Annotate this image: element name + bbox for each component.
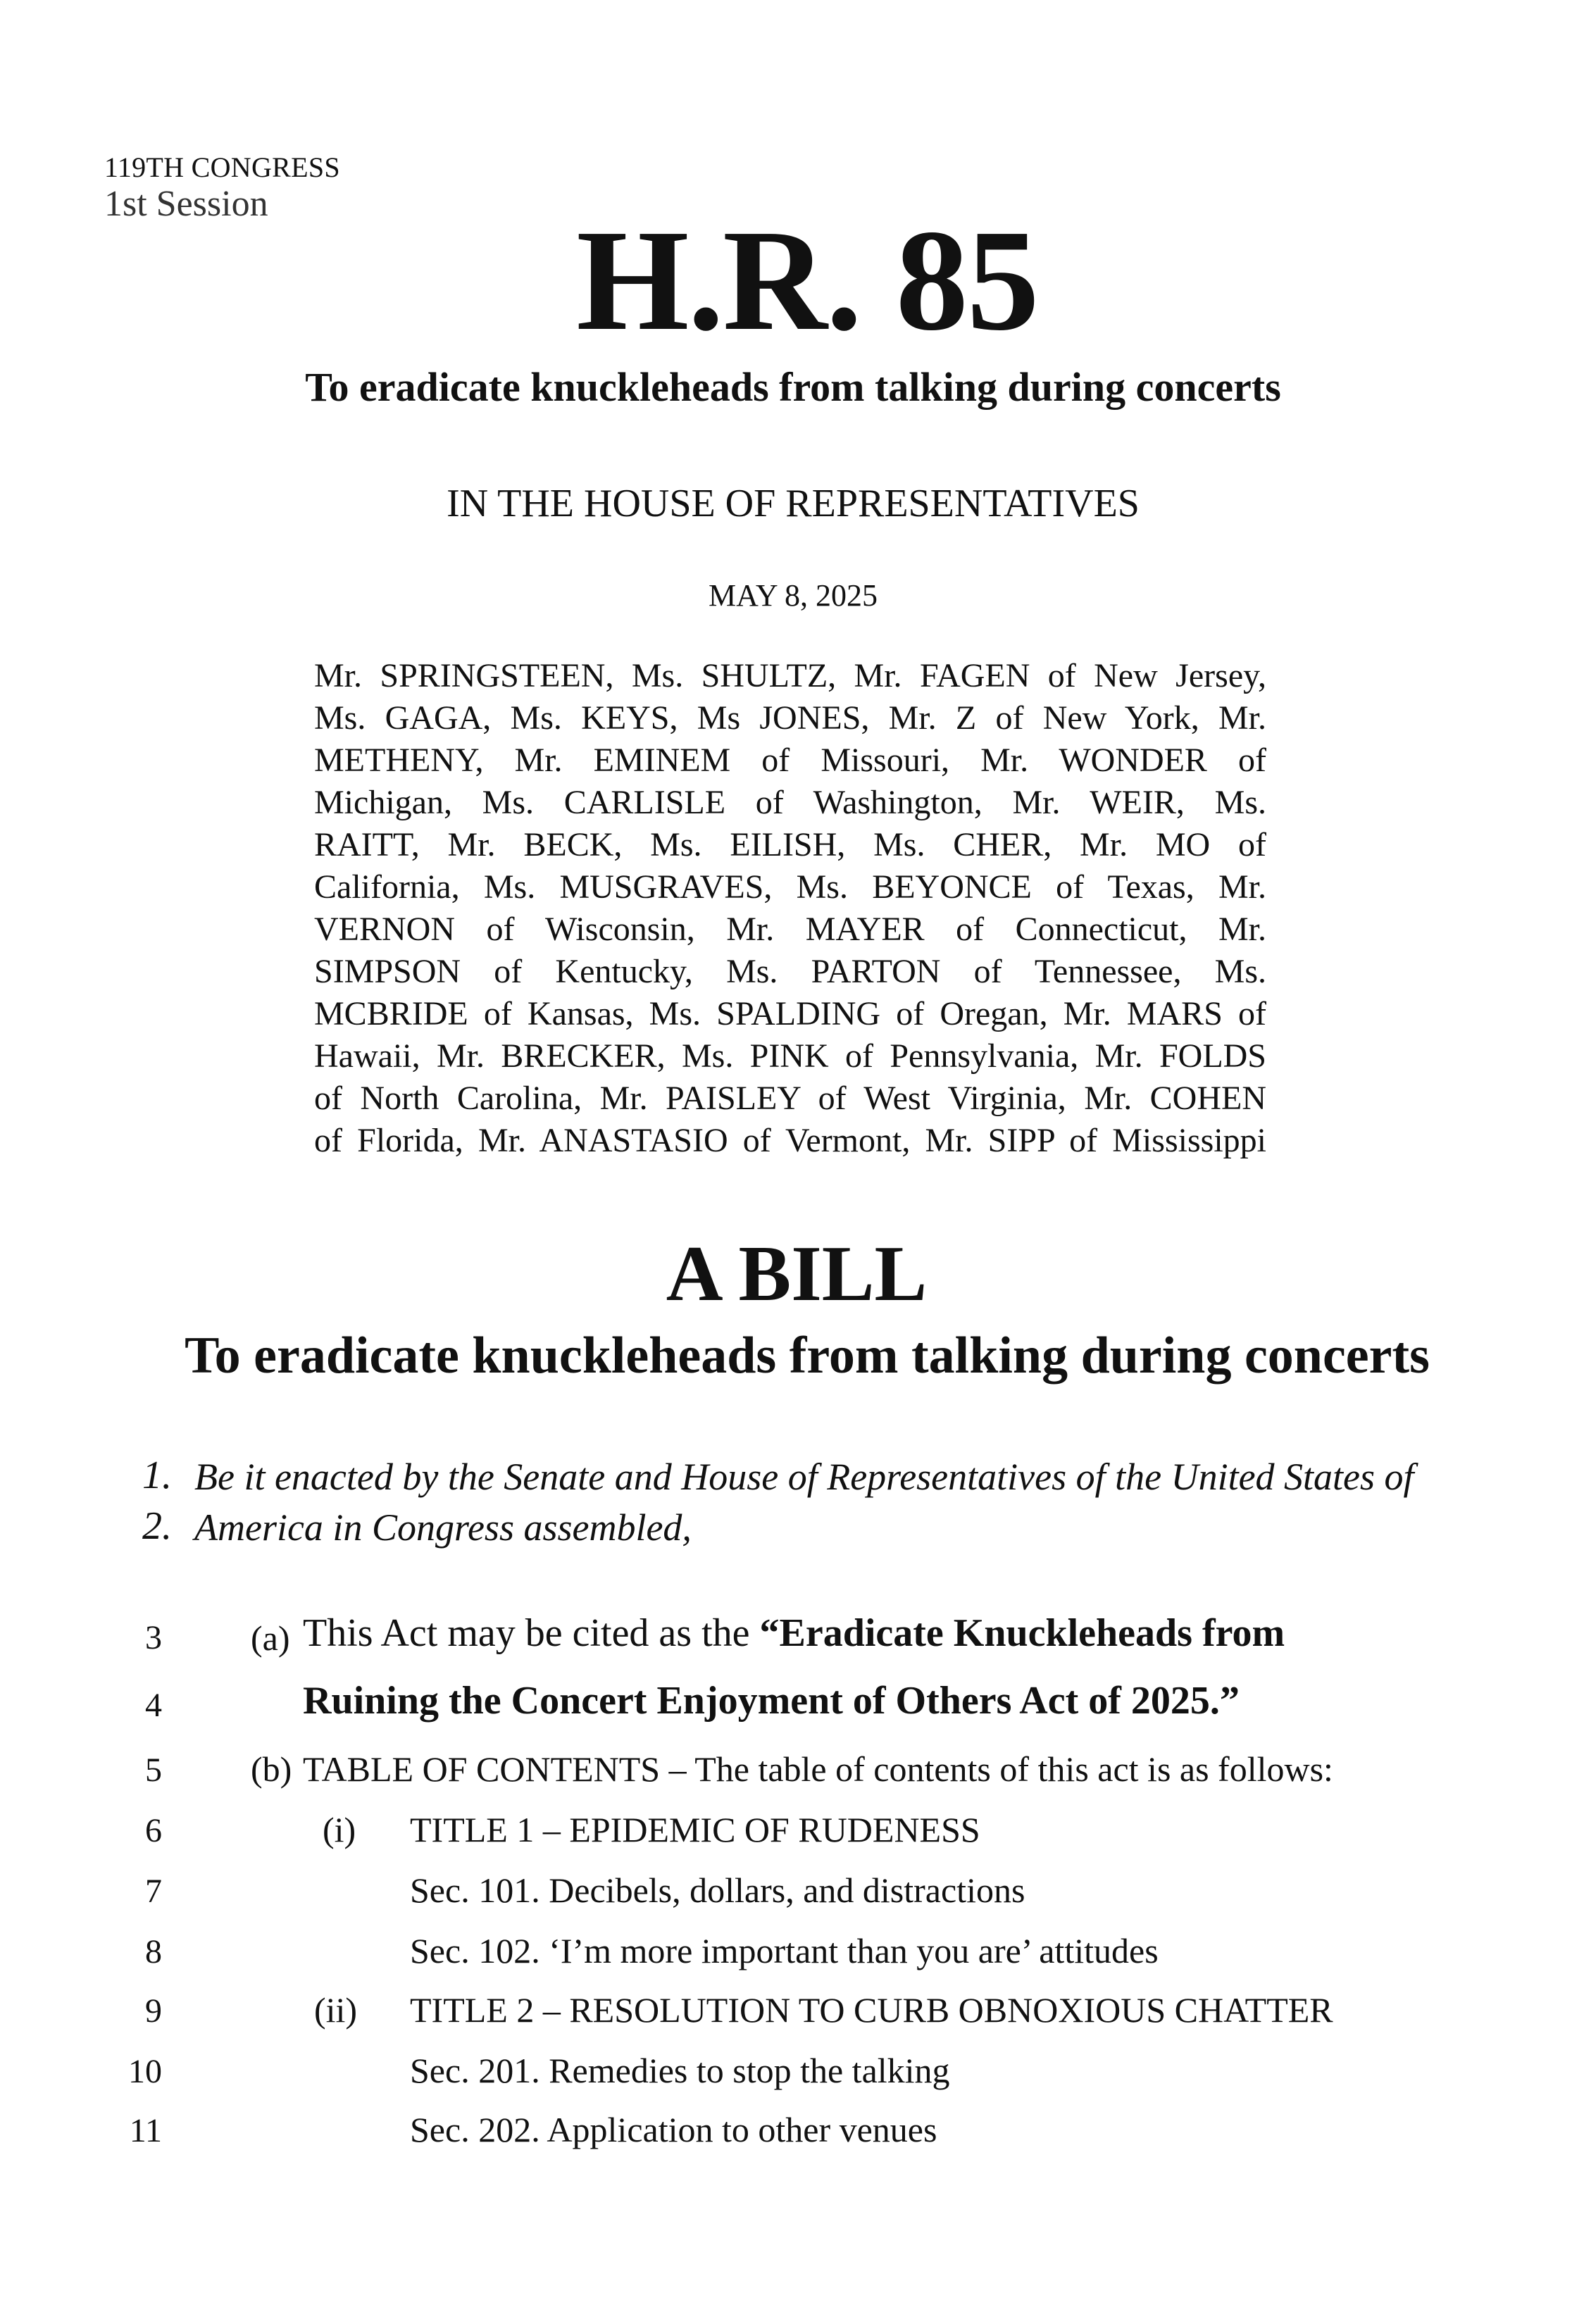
line-number: 7 (145, 1873, 162, 1910)
toc-section-102: Sec. 102. ‘I’m more important than you are’ attitudes (410, 1931, 1159, 1970)
subsection-marker: (a) (251, 1618, 290, 1658)
line-number: 6 (145, 1812, 162, 1849)
line-number: 11 (129, 2112, 162, 2149)
toc-title-1: TITLE 1 – EPIDEMIC OF RUDENESS (410, 1810, 980, 1849)
line-number: 9 (145, 1992, 162, 2030)
sponsor-line: RAITT, Mr. BECK, Ms. EILISH, Ms. CHER, Mr. MO of (314, 826, 1266, 863)
line-number: 5 (145, 1751, 162, 1789)
act-name: “Eradicate Knuckleheads from (759, 1611, 1285, 1655)
line-number: 3 (145, 1619, 162, 1656)
sponsor-line: Hawaii, Mr. BRECKER, Ms. PINK of Pennsylvania, Mr. FOLDS (314, 1037, 1266, 1075)
line-number: 2. (142, 1504, 172, 1548)
sponsor-line: Michigan, Ms. CARLISLE of Washington, Mr. WEIR, Ms. (314, 784, 1266, 821)
sponsor-line: MCBRIDE of Kansas, Ms. SPALDING of Oregan, Mr. MARS of (314, 995, 1266, 1032)
toc-intro: TABLE OF CONTENTS – The table of contents of this act is as follows: (303, 1749, 1333, 1789)
sponsors-block (314, 655, 1266, 1162)
bill-heading: A BILL (666, 1230, 928, 1318)
session-label: 1st Session (104, 184, 268, 224)
citation-text: This Act may be cited as the (303, 1611, 750, 1655)
title-marker: (i) (323, 1810, 356, 1849)
congress-label: 119TH CONGRESS (104, 151, 340, 183)
enacting-clause-text: America in Congress assembled, (194, 1506, 692, 1549)
short-title: To eradicate knuckleheads from talking during concerts (305, 364, 1281, 410)
sponsor-line: VERNON of Wisconsin, Mr. MAYER of Connecticut, Mr. (314, 911, 1266, 948)
act-name-continued: Ruining the Concert Enjoyment of Others Act of 2025.” (303, 1679, 1240, 1723)
bill-number: H.R. 85 (576, 199, 1038, 361)
chamber-label: IN THE HOUSE OF REPRESENTATIVES (447, 482, 1140, 525)
line-number: 8 (145, 1933, 162, 1970)
sponsor-line: SIMPSON of Kentucky, Ms. PARTON of Tennessee, Ms. (314, 953, 1266, 990)
short-title-citation (303, 1608, 1285, 1658)
sponsor-line: Ms. GAGA, Ms. KEYS, Ms JONES, Mr. Z of New York, Mr. (314, 699, 1266, 737)
title-marker: (ii) (314, 1990, 358, 2030)
toc-title-2: TITLE 2 – RESOLUTION TO CURB OBNOXIOUS CHATTER (410, 1990, 1333, 2030)
toc-section-101: Sec. 101. Decibels, dollars, and distractions (410, 1870, 1025, 1910)
sponsor-line: METHENY, Mr. EMINEM of Missouri, Mr. WONDER of (314, 742, 1266, 779)
bill-title: To eradicate knuckleheads from talking during concerts (185, 1327, 1430, 1385)
sponsor-line: Mr. SPRINGSTEEN, Ms. SHULTZ, Mr. FAGEN of New Jersey, (314, 657, 1266, 694)
line-number: 1. (142, 1454, 172, 1497)
sponsor-line: California, Ms. MUSGRAVES, Ms. BEYONCE of Texas, Mr. (314, 868, 1266, 906)
enacting-clause-text: Be it enacted by the Senate and House of Representatives of the United States of (194, 1456, 1414, 1498)
toc-section-201: Sec. 201. Remedies to stop the talking (410, 2051, 950, 2090)
line-number: 10 (128, 2053, 162, 2090)
introduction-date: MAY 8, 2025 (708, 578, 878, 613)
sponsor-line: of Florida, Mr. ANASTASIO of Vermont, Mr. SIPP of Mississippi (314, 1122, 1266, 1159)
toc-section-202: Sec. 202. Application to other venues (410, 2110, 937, 2149)
subsection-marker: (b) (251, 1749, 292, 1789)
sponsor-line: of North Carolina, Mr. PAISLEY of West Virginia, Mr. COHEN (314, 1080, 1266, 1117)
line-number: 4 (145, 1687, 162, 1724)
